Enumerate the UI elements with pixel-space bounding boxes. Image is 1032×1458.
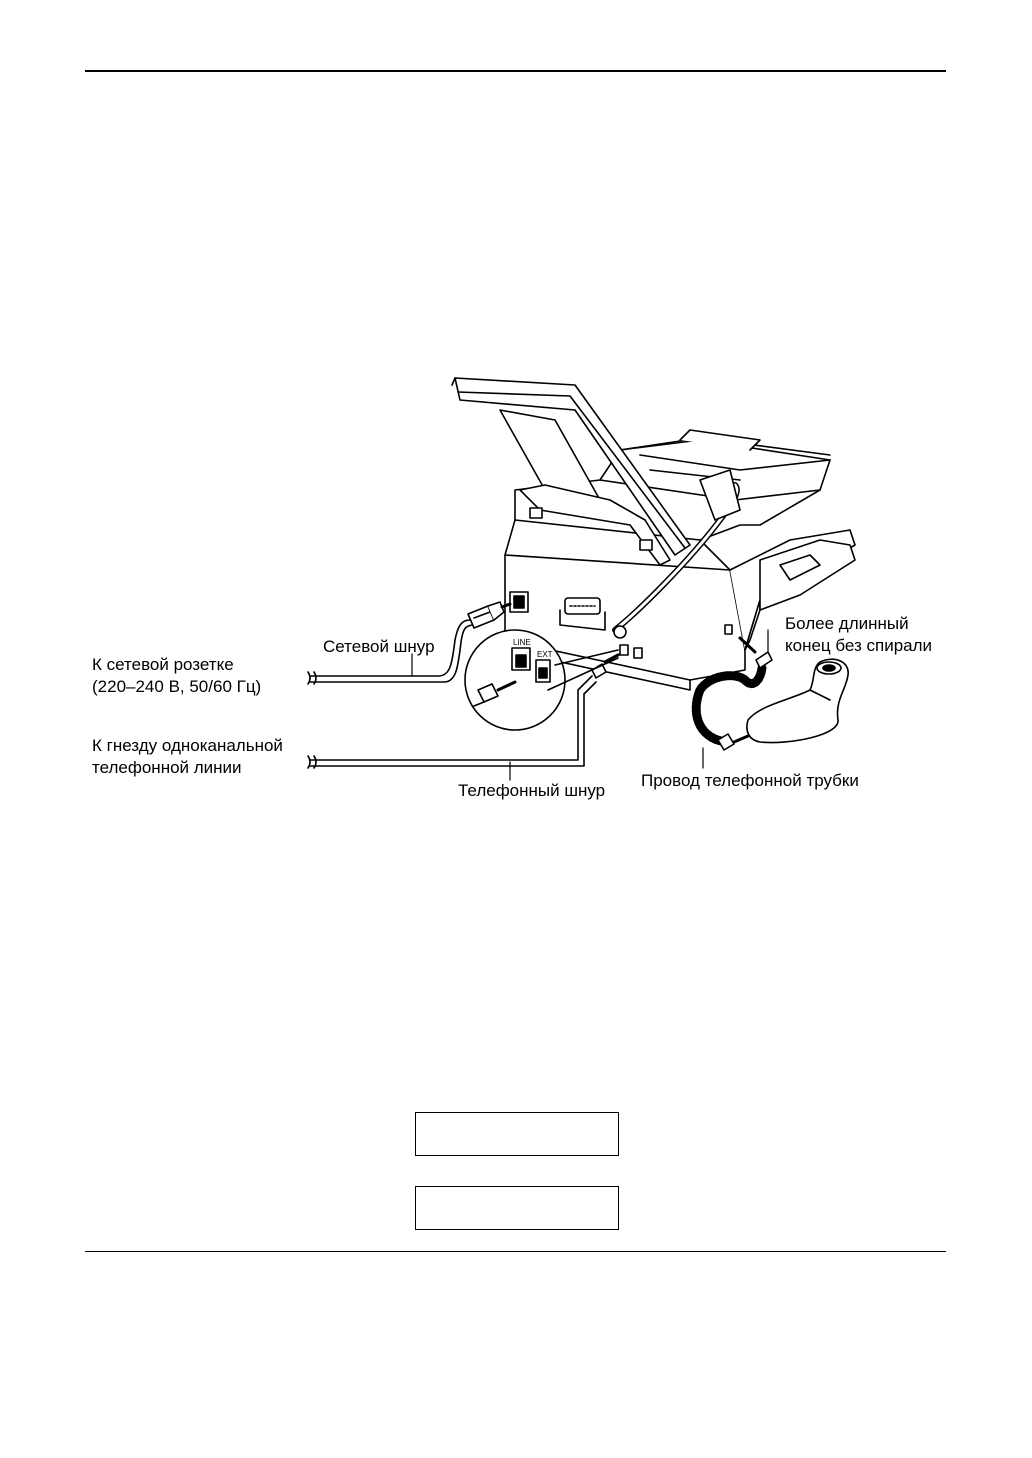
display-box-1 [415,1112,619,1156]
jack-line-label: LINE [513,638,531,647]
power-outlet-label-1: К сетевой розетке [92,655,234,674]
display-box-2 [415,1186,619,1230]
cord-break-marks [308,672,316,768]
phone-line-label-2: телефонной линии [92,758,242,777]
handset-cord-label: Провод телефонной трубки [641,771,859,790]
jack-ext-label: EXT [537,650,553,659]
longer-end-label-1: Более длинный [785,614,909,633]
power-outlet-label-2: (220–240 В, 50/60 Гц) [92,677,262,696]
power-cord-label: Сетевой шнур [323,637,435,656]
phone-line-label-1: К гнезду одноканальной [92,736,283,755]
longer-end-label-2: конец без спирали [785,636,933,655]
handset-plug-upper [756,652,772,668]
phone-cord-label: Телефонный шнур [458,781,606,800]
